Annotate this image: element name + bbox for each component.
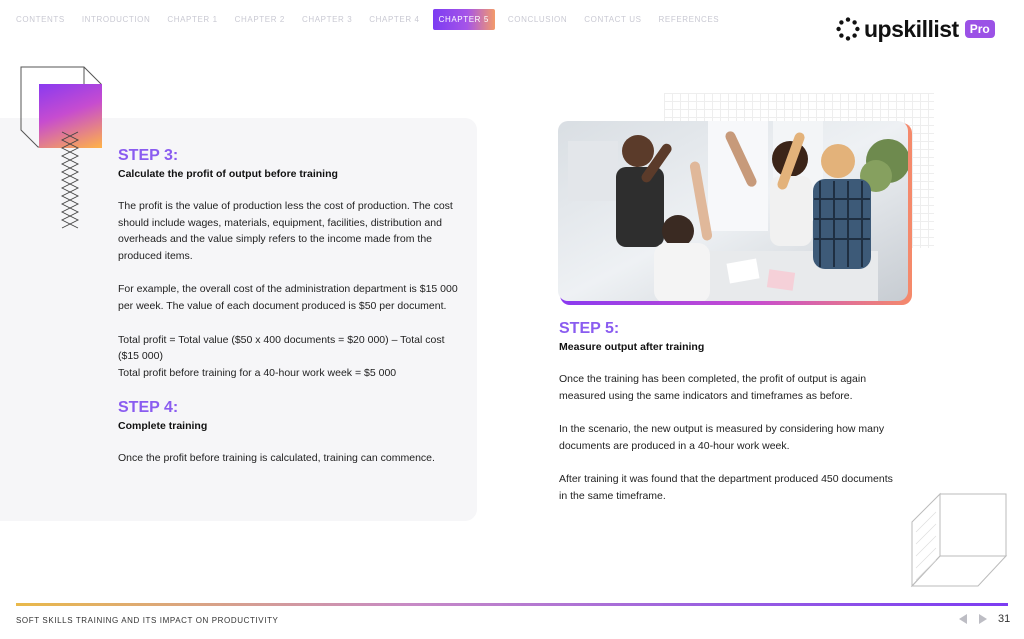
step-5-subtitle: Measure output after training <box>559 341 705 353</box>
nav-item-chapter-3[interactable]: CHAPTER 3 <box>301 14 353 24</box>
step-3-paragraph-3 <box>118 332 458 382</box>
brand-logo[interactable] <box>836 17 995 41</box>
step-5-paragraph-2: In the scenario, the new output is measured by considering how many documents are produced in a 40-hour work week. <box>559 423 885 452</box>
step-3-result: Total profit before training for a 40-hour work week = $5 000 <box>118 366 397 379</box>
step-3-paragraph-2: For example, the overall cost of the administration department is $15 000 per week. The value of each document produced is $50 per document. <box>118 283 458 312</box>
photo-illustration <box>558 121 908 301</box>
step-4-subtitle: Complete training <box>118 420 208 433</box>
step-4-paragraph-1: Once the profit before training is calculated, training can commence. <box>118 452 435 465</box>
nav-item-chapter-2[interactable]: CHAPTER 2 <box>234 14 285 24</box>
nav-item-chapter-4[interactable]: CHAPTER 4 <box>369 14 420 24</box>
steps-3-4-content <box>118 147 458 467</box>
logo-wordmark: upskillist <box>864 16 959 42</box>
step-5-paragraph-1: Once the training has been completed, the profit of output is again measured using the same indicators and timeframes as before. <box>559 373 867 402</box>
pro-badge: Pro <box>965 20 995 38</box>
nav-item-introduction[interactable]: INTRODUCTION <box>81 14 151 24</box>
page-number: 31 <box>998 613 1011 625</box>
step-5-title: STEP 5: <box>559 320 620 337</box>
upskillist-logo-icon <box>836 17 860 41</box>
previous-page-icon[interactable] <box>956 612 970 626</box>
nav-item-chapter-1[interactable]: CHAPTER 1 <box>167 14 218 24</box>
decorative-zigzag <box>58 130 82 234</box>
step-3-subtitle: Calculate the profit of output before training <box>118 168 338 180</box>
decorative-cube-bottom <box>910 492 1008 588</box>
page-navigation <box>956 612 1010 626</box>
nav-item-chapter-5[interactable]: CHAPTER 5 <box>433 9 495 30</box>
step-5-content <box>559 320 899 505</box>
top-navigation <box>16 10 736 28</box>
nav-item-conclusion[interactable]: CONCLUSION <box>507 14 568 24</box>
nav-item-references[interactable]: REFERENCES <box>658 14 720 24</box>
step-4-title: STEP 4: <box>118 399 179 417</box>
step-5-paragraph-3: After training it was found that the department produced 450 documents in the same timeframe. <box>559 473 893 502</box>
step-3-paragraph-1: The profit is the value of production less the cost of production. The cost should include wages, materials, equipment, facilities, distribution and overheads and the value simply refers to the income made from the produced items. <box>118 200 453 262</box>
step-3-formula: Total profit = Total value ($50 x 400 documents = $20 000) – Total cost ($15 000) <box>118 333 445 363</box>
next-page-icon[interactable] <box>976 612 990 626</box>
footer-divider <box>16 603 1008 606</box>
footer-document-title: SOFT SKILLS TRAINING AND ITS IMPACT ON PRODUCTIVITY <box>16 616 279 625</box>
nav-item-contact-us[interactable]: CONTACT US <box>584 14 642 24</box>
team-high-five-photo <box>558 121 908 301</box>
step-3-title: STEP 3: <box>118 147 179 164</box>
nav-item-contents[interactable]: CONTENTS <box>16 14 65 24</box>
